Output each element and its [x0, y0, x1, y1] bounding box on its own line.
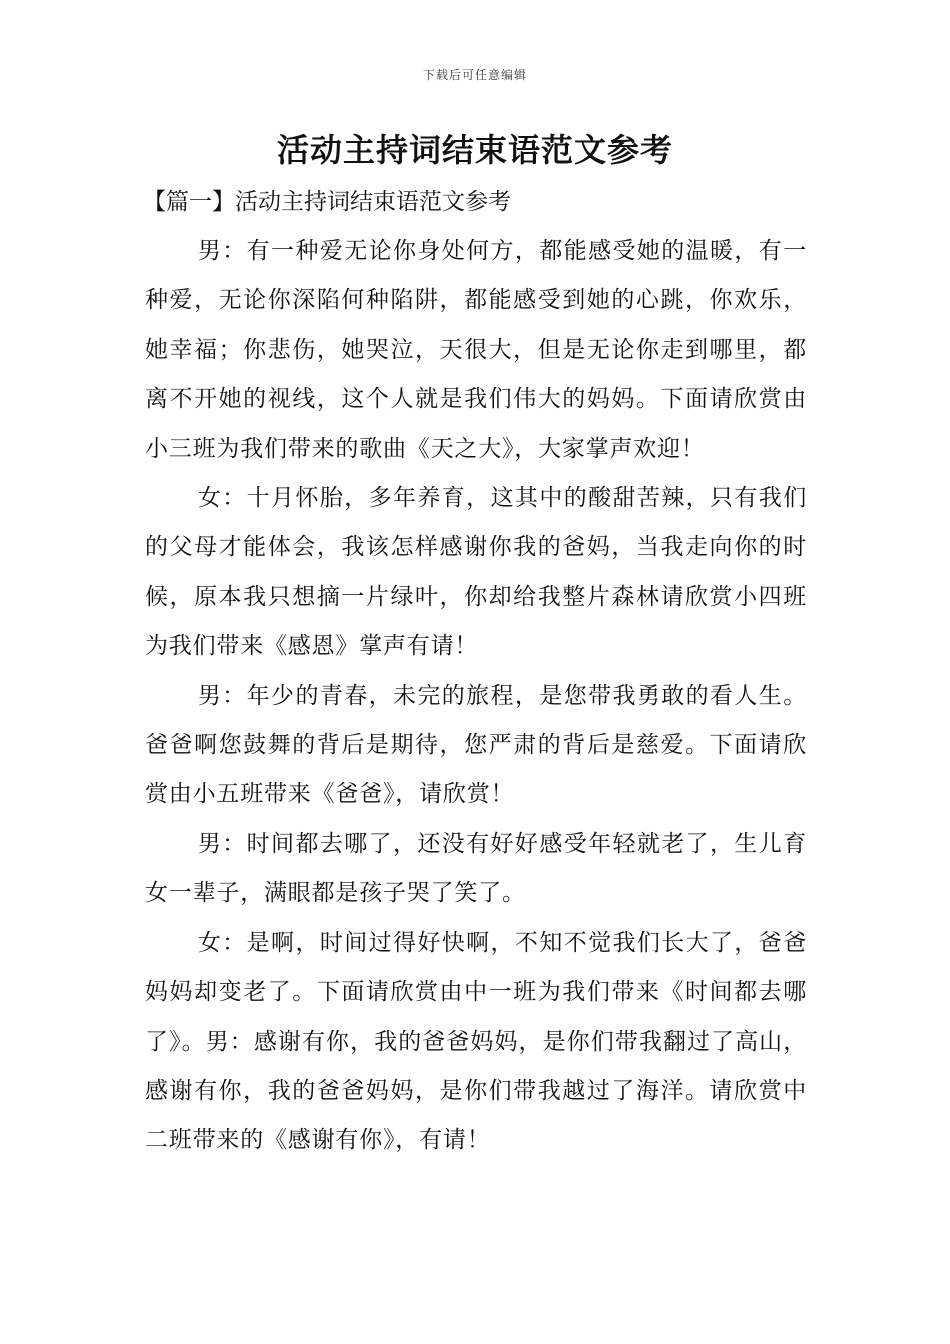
paragraph-5: 女：是啊，时间过得好快啊，不知不觉我们长大了，爸爸妈妈却变老了。下面请欣赏由中一班为我们带来《时间都去哪了》。男：感谢有你，我的爸爸妈妈，是你们带我翻过了高山，感谢有你，我的爸爸妈妈，是你们带我越过了海洋。请欣赏中二班带来的《感谢有你》，有请！: [145, 929, 807, 1154]
document-body: [145, 178, 807, 1166]
paragraph-4: 男：时间都去哪了，还没有好好感受年轻就老了，生儿育女一辈子，满眼都是孩子哭了笑了。: [145, 830, 807, 907]
section-heading: 【篇一】活动主持词结束语范文参考: [143, 189, 511, 215]
paragraph-1: 男：有一种爱无论你身处何方，都能感受她的温暖，有一种爱，无论你深陷何种陷阱，都能感受到她的心跳，你欢乐，她幸福；你悲伤，她哭泣，天很大，但是无论你走到哪里，都离不开她的视线，这个人就是我们伟大的妈妈。下面请欣赏由小三班为我们带来的歌曲《天之大》，大家掌声欢迎！: [145, 238, 807, 462]
header-note: 下载后可任意编辑: [422, 68, 527, 82]
paragraph-3: 男：年少的青春，未完的旅程，是您带我勇敢的看人生。爸爸啊您鼓舞的背后是期待，您严肃的背后是慈爱。下面请欣赏由小五班带来《爸爸》，请欣赏！: [145, 682, 807, 808]
document-title: 活动主持词结束语范文参考: [276, 131, 673, 169]
paragraph-2: 女：十月怀胎，多年养育，这其中的酸甜苦辣，只有我们的父母才能体会，我该怎样感谢你我的爸妈，当我走向你的时候，原本我只想摘一片绿叶，你却给我整片森林请欣赏小四班为我们带来《感恩》掌声有请！: [145, 485, 807, 660]
